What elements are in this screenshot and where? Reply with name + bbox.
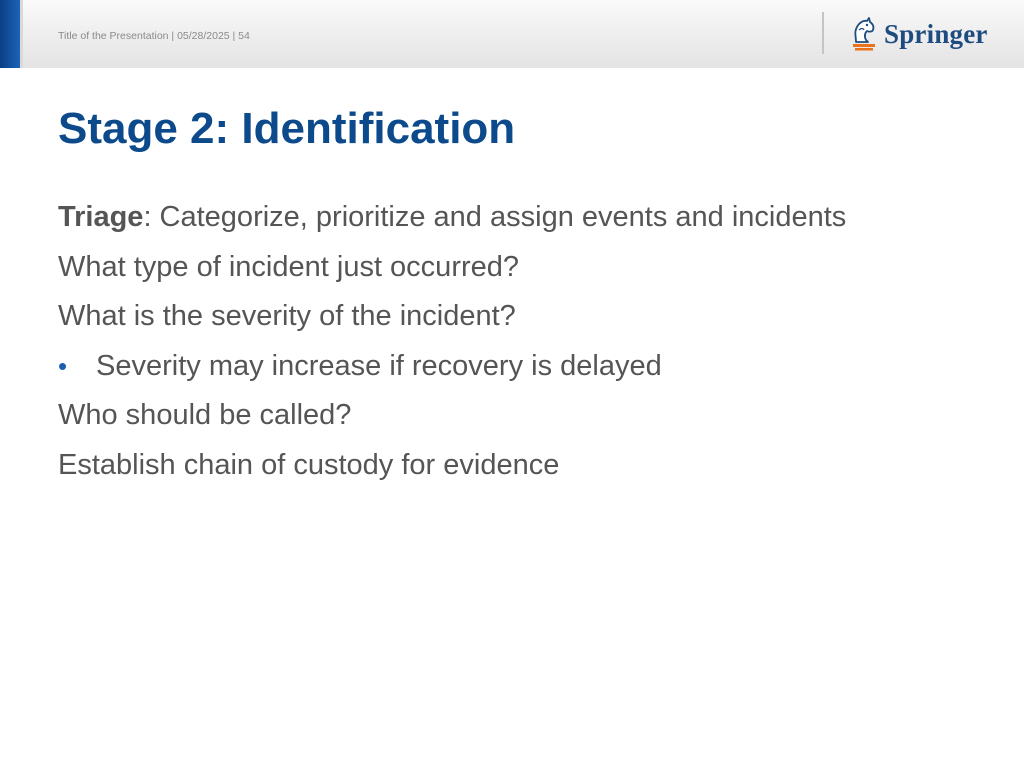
list-item-severity-bullet (58, 342, 846, 392)
list-item-severity: What is the severity of the incident? (58, 300, 516, 332)
bullet-text: Severity may increase if recovery is delayed (96, 349, 662, 382)
presentation-footer-info: Title of the Presentation | 05/28/2025 | 54 (58, 30, 250, 42)
list-item-triage (58, 193, 846, 243)
list-item-who-called: Who should be called? (58, 399, 352, 431)
bullet-icon: • (58, 350, 68, 381)
springer-chess-knight-icon (850, 16, 878, 52)
triage-description: : Categorize, prioritize and assign events and incidents (143, 201, 847, 233)
slide-body-list (58, 193, 846, 490)
list-item-chain-of-custody: Establish chain of custody for evidence (58, 448, 560, 481)
header-accent-strip (0, 0, 20, 68)
slide-title: Stage 2: Identification (58, 104, 516, 153)
springer-logo-text: Springer (884, 18, 988, 49)
triage-term: Triage (58, 201, 144, 233)
header-accent-edge (20, 0, 23, 68)
list-item-incident-type: What type of incident just occurred? (58, 250, 520, 283)
logo-divider (822, 12, 824, 54)
springer-logo (850, 14, 988, 54)
